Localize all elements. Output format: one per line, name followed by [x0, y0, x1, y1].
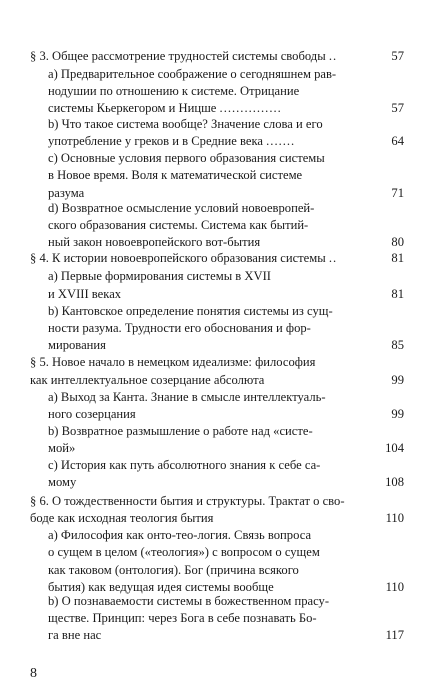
- toc-line: b) Что такое система вообще? Значение слова и его: [48, 116, 323, 131]
- toc-line: § 5. Новое начало в немецком идеализме: философия: [30, 355, 316, 370]
- page-number: 108: [385, 475, 404, 490]
- toc-line: га вне нас 117: [48, 627, 404, 644]
- toc-line: бытия) как ведущая идея системы вообще 110: [48, 579, 404, 596]
- toc-line: c) История как путь абсолютного знания к себе са-: [48, 457, 321, 472]
- toc-section-3b: [48, 116, 404, 150]
- toc-section-4b: [48, 303, 404, 355]
- toc-line: ности разума. Трудности его обоснования и фор-: [48, 320, 311, 335]
- toc-line: ного созерцания 99: [48, 406, 404, 423]
- page-number: 99: [391, 406, 404, 421]
- toc-line: c) Основные условия первого образования системы: [48, 151, 325, 166]
- toc-line: в Новое время. Воля к математической системе: [48, 168, 303, 183]
- toc-line: нодушии по отношению к системе. Отрицание: [48, 84, 300, 99]
- page-number: 99: [391, 372, 404, 387]
- toc-line: боде как исходная теология бытия 110: [30, 510, 404, 527]
- toc-line: как таковом (онтология). Бог (причина всякого: [48, 562, 299, 577]
- toc-line: § 3. Общее рассмотрение трудностей системы свободы .. 57: [30, 48, 404, 65]
- page-number: 110: [385, 511, 404, 526]
- toc-line: мой» 104: [48, 440, 404, 457]
- toc-line: ществе. Принцип: через Бога в себе познавать Бо-: [48, 611, 317, 626]
- page-number: 57: [391, 101, 404, 116]
- toc-line: a) Философия как онто-тео-логия. Связь вопроса: [48, 528, 312, 543]
- toc-line: § 4. К истории новоевропейского образования системы .. 81: [30, 250, 404, 267]
- toc-line: употребление у греков и в Средние века ....... 64: [48, 133, 404, 150]
- toc-line: b) О познаваемости системы в божественном прасу-: [48, 593, 330, 608]
- page-number: 85: [391, 338, 404, 353]
- page-number: 57: [391, 48, 404, 63]
- toc-section-3c: [48, 150, 404, 202]
- toc-section-5b: [48, 423, 404, 457]
- toc-line: мому 108: [48, 474, 404, 491]
- page-number: 81: [391, 286, 404, 301]
- page-number: 110: [385, 579, 404, 594]
- toc-section-5c: [48, 457, 404, 491]
- toc-section-3d: [48, 200, 404, 252]
- toc-line: b) Возвратное размышление о работе над «систе-: [48, 423, 313, 438]
- page-number: 80: [391, 235, 404, 250]
- toc-section-3a: [48, 66, 404, 118]
- page-number: 64: [391, 134, 404, 149]
- toc-line: разума 71: [48, 185, 404, 202]
- toc-section-6: [30, 493, 404, 527]
- toc-section-6b: [48, 593, 404, 645]
- page-number: 104: [385, 440, 404, 455]
- toc-line: b) Кантовское определение понятия системы из сущ-: [48, 303, 333, 318]
- toc-line: a) Выход за Канта. Знание в смысле интеллектуаль-: [48, 389, 326, 404]
- page-number: 117: [385, 628, 404, 643]
- toc-section-5a: [48, 389, 404, 423]
- toc-line: о сущем в целом («теология») с вопросом о сущем: [48, 545, 320, 560]
- toc-line: мирования 85: [48, 337, 404, 354]
- page-number: 71: [391, 185, 404, 200]
- toc-section-4: [30, 250, 404, 267]
- toc-section-3: [30, 48, 404, 65]
- toc-line: d) Возвратное осмысление условий новоевропей-: [48, 201, 315, 216]
- toc-line: ный закон новоевропейского вот-бытия 80: [48, 234, 404, 251]
- toc-line: как интеллектуальное созерцание абсолюта 99: [30, 372, 404, 389]
- toc-line: и XVIII веках 81: [48, 286, 404, 303]
- toc-line: системы Кьеркегором и Ницше ............... 57: [48, 100, 404, 117]
- page-folio: 8: [30, 666, 37, 681]
- toc-section-4a: [48, 268, 404, 302]
- toc-line: ского образования системы. Система как бытий-: [48, 218, 309, 233]
- toc-section-6a: [48, 527, 404, 596]
- toc-line: § 6. О тождественности бытия и структуры. Трактат о сво-: [30, 493, 345, 508]
- toc-section-5: [30, 354, 404, 388]
- toc-line: a) Первые формирования системы в XVII: [48, 269, 271, 284]
- toc-line: a) Предварительное соображение о сегодняшнем рав-: [48, 67, 337, 81]
- page-number: 81: [391, 250, 404, 265]
